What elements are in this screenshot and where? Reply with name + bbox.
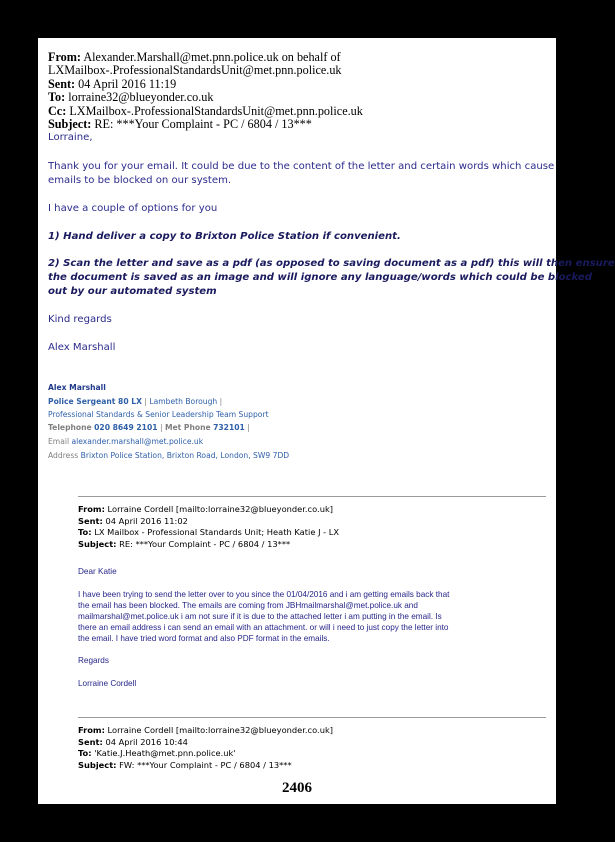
document-page: [38, 38, 615, 804]
msg2-body-line2: the email has been blocked. The emails are coming from JBHmailmarshal@met.police.uk and: [78, 601, 418, 610]
msg2-regards: Regards: [78, 656, 109, 665]
page-number: 2406: [282, 780, 312, 796]
option-2-line2: the document is saved as an image and will ignore any language/words which could be blocked: [48, 272, 592, 283]
signature-borough: Lambeth Borough: [149, 397, 218, 406]
signature-dept: Professional Standards & Senior Leadership Team Support: [48, 410, 269, 419]
cc-line: Cc: LXMailbox-.ProfessionalStandardsUnit@met.pnn.police.uk: [48, 103, 363, 118]
divider: [78, 496, 546, 497]
msg2-body-line3: mailmarshal@met.police.uk i am not sure if it is due to the attached letter i am putting in the email. Is: [78, 612, 442, 621]
signature-name: Alex Marshall: [48, 383, 106, 392]
msg3-subject: FW: ***Your Complaint - PC / 6804 / 13***: [119, 759, 292, 770]
divider: [78, 717, 546, 718]
to-value: lorraine32@blueyonder.co.uk: [68, 90, 214, 105]
msg2-header: [78, 504, 339, 550]
email-header: [48, 51, 363, 131]
option-2-line3: out by our automated system: [48, 286, 217, 297]
signature-met-phone: 732101: [213, 423, 245, 432]
msg2-to-line: To: LX Mailbox - Professional Standards Unit; Heath Katie J - LX: [78, 527, 340, 538]
signature-email: alexander.marshall@met.police.uk: [71, 437, 204, 446]
to-line: To: lorraine32@blueyonder.co.uk: [48, 90, 214, 105]
subject-line: Subject: RE: ***Your Complaint - PC / 6804 / 13***: [48, 117, 312, 132]
cc-value: LXMailbox-.ProfessionalStandardsUnit@met.pnn.police.uk: [69, 103, 363, 118]
msg3-header: [78, 725, 333, 771]
signature-rank-line: Police Sergeant 80 LX | Lambeth Borough |: [48, 397, 223, 406]
msg2-greeting: Dear Katie: [78, 567, 117, 576]
signature-rank: Police Sergeant 80 LX: [48, 397, 142, 406]
signature-email-line: Email alexander.marshall@met.police.uk: [48, 437, 204, 446]
reply-greeting: Lorraine,: [48, 132, 93, 143]
msg2-from-line: From: Lorraine Cordell [mailto:lorraine32@blueyonder.co.uk]: [78, 504, 333, 514]
msg3-sent: 04 April 2016 10:44: [105, 736, 188, 747]
from-line: From: Alexander.Marshall@met.pnn.police.uk on behalf of: [48, 50, 341, 64]
sent-value: 04 April 2016 11:19: [78, 76, 177, 91]
signature-address-line: Address Brixton Police Station, Brixton Road, London, SW9 7DD: [48, 451, 290, 460]
msg3-to: 'Katie.J.Heath@met.pnn.police.uk': [94, 748, 236, 759]
msg2-sent-line: Sent: 04 April 2016 11:02: [78, 515, 188, 526]
msg3-to-line: To: 'Katie.J.Heath@met.pnn.police.uk': [78, 748, 236, 759]
signature-phone-line: Telephone 020 8649 2101 | Met Phone 732101 |: [48, 423, 250, 432]
option-1: 1) Hand deliver a copy to Brixton Police Station if convenient.: [48, 231, 401, 242]
reply-regards: Kind regards: [48, 314, 112, 325]
msg3-sent-line: Sent: 04 April 2016 10:44: [78, 736, 188, 747]
option-2-line1: 2) Scan the letter and save as a pdf (as opposed to saving document as a pdf) this will then ensure: [48, 258, 615, 269]
reply-para2: I have a couple of options for you: [48, 203, 218, 214]
subject-value: RE: ***Your Complaint - PC / 6804 / 13***: [94, 117, 312, 132]
from-continued: LXMailbox-.ProfessionalStandardsUnit@met.pnn.police.uk: [48, 63, 342, 78]
msg2-body-line5: the email. I have tried word format and also PDF format in the emails.: [78, 634, 330, 643]
reply-name: Alex Marshall: [48, 342, 116, 353]
msg2-body-line1: I have been trying to send the letter over to you since the 01/04/2016 and i am getting emails back that: [78, 590, 450, 599]
msg3-from-line: From: Lorraine Cordell [mailto:lorraine32@blueyonder.co.uk]: [78, 725, 333, 735]
msg3-subject-line: Subject: FW: ***Your Complaint - PC / 6804 / 13***: [78, 759, 292, 770]
msg2-from: Lorraine Cordell [mailto:lorraine32@blueyonder.co.uk]: [107, 504, 333, 514]
signature-telephone: 020 8649 2101: [94, 423, 158, 432]
msg2-subject-line: Subject: RE: ***Your Complaint - PC / 6804 / 13***: [78, 538, 291, 549]
from-value: Alexander.Marshall@met.pnn.police.uk on behalf of: [83, 50, 341, 64]
reply-para1-line1: Thank you for your email. It could be due to the content of the letter and certain words which cause: [48, 161, 555, 172]
msg2-body-line4: there an email address i can send an email with an attachment. or will i need to just copy the letter into: [78, 623, 449, 632]
msg2-sent: 04 April 2016 11:02: [105, 515, 188, 526]
msg2-name: Lorraine Cordell: [78, 679, 137, 688]
msg2-subject: RE: ***Your Complaint - PC / 6804 / 13***: [119, 538, 291, 549]
msg3-from: Lorraine Cordell [mailto:lorraine32@blueyonder.co.uk]: [107, 725, 333, 735]
signature-address: Brixton Police Station, Brixton Road, London, SW9 7DD: [80, 451, 290, 460]
sent-line: Sent: 04 April 2016 11:19: [48, 76, 177, 91]
reply-para1-line2: emails to be blocked on our system.: [48, 175, 232, 186]
msg2-to: LX Mailbox - Professional Standards Unit; Heath Katie J - LX: [94, 527, 340, 538]
